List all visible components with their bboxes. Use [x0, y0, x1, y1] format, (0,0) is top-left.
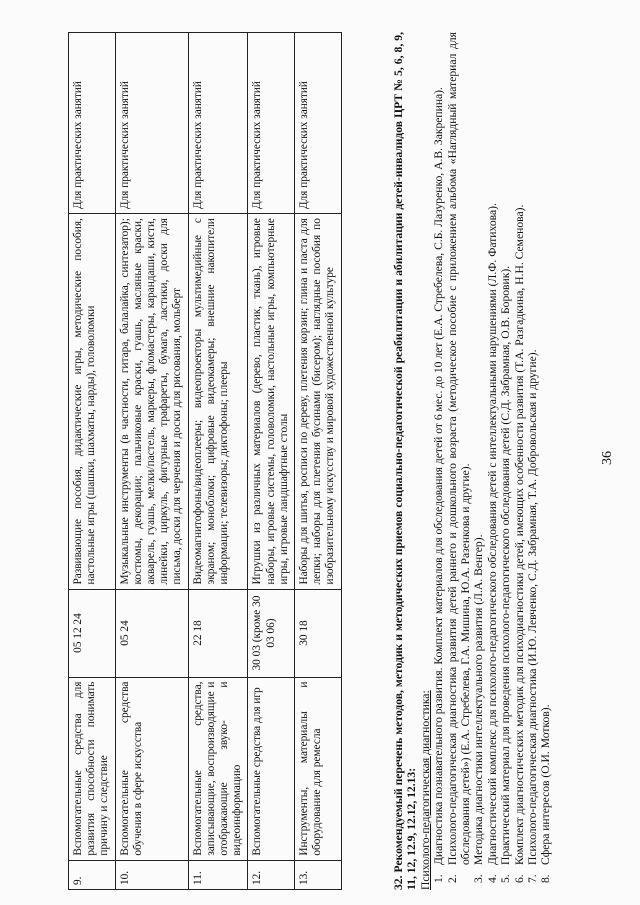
device-description: Наборы для шитья, росписи по дереву, плетения корзин; глина и паста для лепки; наборы для плетения бусинами (бисером); наглядные пособия по изобразительному искусству и мировой художественной культуре: [295, 214, 342, 589]
list-item-number: 6.: [512, 874, 526, 883]
methods-list: [432, 32, 553, 890]
list-item: [432, 32, 446, 883]
device-description: Развивающие пособия, дидактические игры, методические пособия, настольные игры (шашки, шахматы, нарды), головоломки: [69, 214, 116, 589]
row-number: 9.: [69, 860, 116, 889]
list-item-text: Сфера интересов (О.И. Мотков).: [539, 704, 553, 865]
usage-purpose: Для практических занятий: [115, 33, 188, 214]
device-category: Вспомогательные средства обучения в сфере искусства: [115, 677, 188, 860]
row-number: 12.: [248, 860, 295, 889]
row-number: 13.: [295, 860, 342, 889]
classification-code: 30 03 (кроме 30 03 06): [248, 589, 295, 677]
list-item: [445, 32, 473, 883]
device-category: Вспомогательные средства для игр: [248, 677, 295, 860]
page-number: 36: [600, 451, 615, 465]
table-row: [188, 33, 248, 890]
usage-purpose: Для практических занятий: [295, 33, 342, 214]
list-item-number: 3.: [472, 874, 486, 883]
list-item-number: 2.: [445, 874, 459, 883]
table-row: [115, 33, 188, 890]
list-item-number: 4.: [485, 874, 499, 883]
usage-purpose: Для практических занятий: [69, 33, 116, 214]
list-item: [485, 32, 499, 883]
classification-code: 05 12 24: [69, 589, 116, 677]
classification-code: 05 24: [115, 589, 188, 677]
classification-code: 30 18: [295, 589, 342, 677]
row-number: 11.: [188, 860, 248, 889]
classification-code: 22 18: [188, 589, 248, 677]
device-description: Музыкальные инструменты (в частности, гитара, балалайка, синтезатор); костюмы, декорации; пальчиковые краски, гуашь, масляные краски, акварель, гуашь, мелки/пастель, маркеры, фломастеры, карандаши, кисти, линейки, циркуль, фигурные трафареты, бумага, ластики, доски для письма, доски для черчения и доски для рисования, мольберт: [115, 214, 188, 589]
methods-section: [392, 32, 553, 890]
table-row: [69, 33, 116, 890]
list-item-text: Практический материал для проведения психолого-педагогического обследования детей (С.Д. Забрамная, О.В. Боровик).: [499, 265, 513, 865]
list-item: [526, 32, 540, 883]
list-item-text: Диагностический комплекс для психолого-педагогического обследования детей с интеллектуальными нарушениями (Л.Ф. Фатихова).: [485, 203, 499, 865]
list-item-text: Психолого-педагогическая диагностика (И.Ю. Левченко, С.Д. Забрамная, Т.А. Добровольская и другие).: [526, 349, 540, 865]
list-item-text: Методика диагностики интеллектуального развития (Л.А. Венгер).: [472, 534, 486, 865]
list-item-number: 1.: [432, 874, 446, 883]
list-item: [512, 32, 526, 883]
list-item: [539, 32, 553, 883]
list-item-text: Психолого-педагогическая диагностика развития детей раннего и дошкольного возраста (методическое пособие с приложением альбома «Наглядный материал для обследования детей») (Е.А. Стребелева, Г.А. Мишина, Ю.А. Разенкова и другие).: [445, 32, 473, 865]
list-item-text: Диагностика познавательного развития. Комплект материалов для обследования детей от 6 мес. до 10 лет (Е.А. Стребелева, С.Б. Лазуренко, А.В. Закрепина).: [432, 87, 446, 865]
table-row: [248, 33, 295, 890]
section-heading: 32. Рекомендуемый перечень методов, методик и методических приемов социально-педагогической реабилитации и абилитации детей-инвалидов ЦРТ № 5, 6, 8, 9, 11, 12, 12.9, 12.12, 12.13:: [392, 32, 419, 890]
list-item: [472, 32, 486, 883]
equipment-table: [68, 32, 342, 890]
device-description: Видеомагнитофоны/видеоплееры; видеопроекторы мультимедийные с экраном; моноблоки; цифровые видеокамеры; внешние накопители информации; телевизоры; диктофоны; плееры: [188, 214, 248, 589]
list-item-text: Комплект диагностических методик для психодиагностики детей, имеющих особенности развития (Т.А. Разгадкина, Н.Н. Семенова).: [512, 204, 526, 865]
table-row: [295, 33, 342, 890]
device-category: Вспомогательные средства, записывающие, воспроизводящие и отображающие звуко- и видеоинформацию: [188, 677, 248, 860]
list-item-number: 7.: [526, 874, 540, 883]
list-item: [499, 32, 513, 883]
device-category: Вспомогательные средства для развития способности понимать причину и следствие: [69, 677, 116, 860]
usage-purpose: Для практических занятий: [188, 33, 248, 214]
device-description: Игрушки из различных материалов (дерево, пластик, ткань), игровые наборы, игровые системы, головоломки, настольные игры, компьютерные игры, игровые ландшафтные столы: [248, 214, 295, 589]
device-category: Инструменты, материалы и оборудование для ремесла: [295, 677, 342, 860]
section-subheading: Психолого-педагогическая диагностика:: [418, 690, 432, 890]
usage-purpose: Для практических занятий: [248, 33, 295, 214]
list-item-number: 8.: [539, 874, 553, 883]
row-number: 10.: [115, 860, 188, 889]
list-item-number: 5.: [499, 874, 513, 883]
